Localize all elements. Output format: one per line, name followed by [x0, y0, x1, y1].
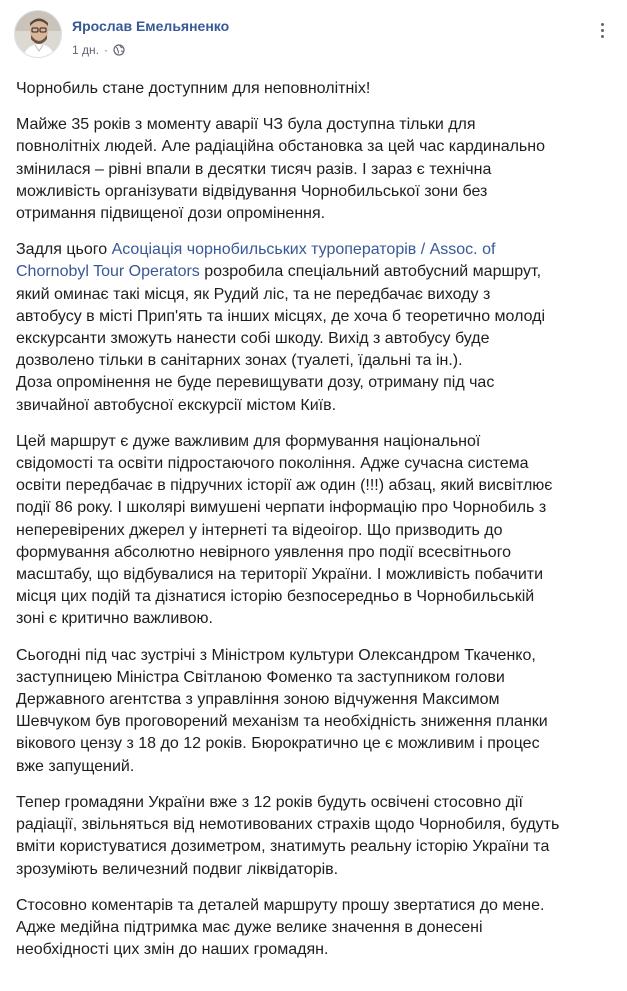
post-paragraph: Сьогодні під час зустрічі з Міністром культури Олександром Ткаченко, заступницею Міністра Світланою Фоменко та заступником голови Державного агентства з управління зоною відчуження Максимом Шевчуком був проговорений механізм та необхідність зниження планки вікового цензу з 18 до 12 років. Бюрократично це є можливим і процес вже запущений. [16, 646, 548, 775]
post-meta [72, 43, 125, 57]
avatar[interactable] [14, 10, 62, 58]
more-dot [601, 29, 604, 32]
post-timestamp[interactable]: 1 дн. [72, 43, 99, 57]
meta-separator: · [103, 43, 108, 57]
post-paragraph [16, 239, 616, 417]
more-dot [601, 35, 604, 38]
post-paragraph: Стосовно коментарів та деталей маршруту прошу звертатися до мене. Адже медійна підтримка має дуже велике значення в донесені необхідності цих змін до наших громадян. [16, 896, 545, 959]
post-paragraph: Цей маршрут є дуже важливим для формування національної свідомості та освіти підростаючого покоління. Адже сучасна система освіти передбачає в підручних історії аж один (!!!) абзац, який висвітлює події 86 року. І школярі вимушені черпати інформацію про Чорнобиль з неперевірених джерел у інтернеті та відеоігор. Що призводить до формування абсолютно невірного уявлення про події всесвітнього масштабу, що відбувалися на території України. І можливість побачити місця цих подій та дізнатися історію безпосередньо в Чорнобильській зоні є критично важливою. [16, 432, 553, 628]
post-paragraph: Тепер громадяни України вже з 12 років будуть освічені стосовно дії радіації, звільняться від немотивованих страхів щодо Чорнобиля, будуть вміти користуватися дозиметром, знатимуть реальну історію України та зрозуміють величезний подвиг ліквідаторів. [16, 793, 560, 878]
paragraph-text: розробила спеціальний автобусний маршрут, який оминає такі місця, як Рудий ліс, та не передбачає виходу з автобусу в місті Прип'ять та інших місцях, де хоча б теоретично молоді екскурсанти зможуть нанести собі шкоду. Вихід з автобусу буде дозволено тільки в санітарних зонах (туалеті, їдальні та ін.). Доза опромінення не буде перевищувати дозу, отриману під час звичайної автобусної екскурсії містом Київ. [16, 263, 546, 414]
avatar-photo-icon [15, 11, 62, 58]
post-body [16, 78, 616, 975]
globe-icon[interactable] [113, 44, 125, 56]
more-dot [601, 23, 604, 26]
author-name[interactable]: Ярослав Емельяненко [72, 18, 230, 34]
page-mention-link[interactable]: Асоціація чорнобильських туроператорів / Assoc. of Chornobyl Tour Operators [16, 241, 496, 281]
more-options-icon[interactable] [592, 18, 612, 42]
post-paragraph: Майже 35 років з моменту аварії ЧЗ була доступна тільки для повнолітніх людей. Але радіаційна обстановка за цей час кардинально змінилася – рівні впали в десятки тисяч разів. І зараз є технічна можливість організувати відвідування Чорнобильської зони без отримання підвищеної дози опромінення. [16, 116, 545, 223]
post-header [14, 10, 614, 62]
paragraph-text: Задля цього [16, 241, 112, 259]
post-paragraph: Чорнобиль стане доступним для неповнолітніх! [16, 80, 371, 97]
